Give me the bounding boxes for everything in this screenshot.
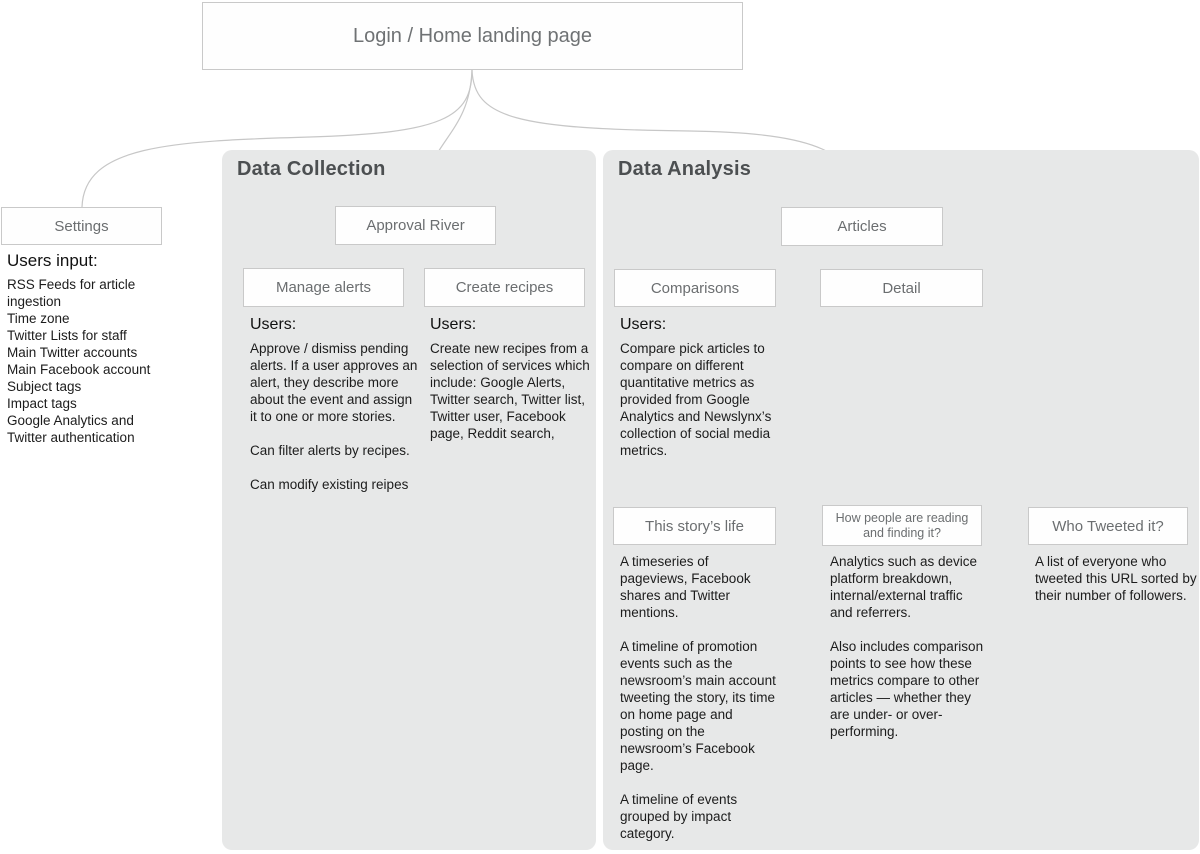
node-detail-label: Detail (882, 279, 921, 297)
create-recipes-body (430, 316, 590, 442)
create-recipes-paragraph: Create new recipes from a selection of services which include: Google Alerts, Twitter search, Twitter list, Twitter user, Facebook page, Reddit search, (430, 341, 590, 441)
settings-item: Main Facebook account (7, 362, 151, 377)
node-who-tweeted (1028, 507, 1188, 545)
reading-finding-body (830, 553, 988, 740)
node-settings-label: Settings (54, 217, 109, 235)
comparisons-body (620, 316, 772, 459)
node-approval-river (335, 206, 496, 245)
data-analysis-title: Data Analysis (618, 158, 752, 180)
node-who-tweeted-label: Who Tweeted it? (1052, 517, 1164, 535)
node-manage-alerts-label: Manage alerts (275, 279, 372, 296)
settings-item: Impact tags (7, 396, 77, 411)
data-collection-panel (222, 150, 596, 850)
node-settings (1, 207, 162, 245)
story-life-body (620, 553, 778, 842)
data-collection-title: Data Collection (237, 158, 386, 180)
node-story-life (613, 507, 776, 545)
node-login-home-label: Login / Home landing page (352, 24, 593, 47)
story-life-paragraph: A timeseries of pageviews, Facebook shares and Twitter mentions. (620, 554, 751, 620)
reading-finding-paragraph: Analytics such as device platform breakdown, internal/external traffic and referrers. (830, 554, 978, 620)
reading-finding-paragraph: Also includes comparison points to see how these metrics compare to other articles — whether they are under- or over-performing. (830, 639, 984, 739)
node-comparisons-label: Comparisons (650, 279, 740, 297)
who-tweeted-body (1035, 553, 1197, 604)
manage-alerts-body (250, 316, 418, 493)
manage-alerts-heading: Users: (250, 316, 297, 333)
settings-item: Main Twitter accounts (7, 345, 138, 360)
settings-item: RSS Feeds for article ingestion (7, 277, 136, 309)
manage-alerts-paragraph: Can modify existing reipes (250, 477, 409, 492)
node-detail (820, 269, 983, 307)
comparisons-heading: Users: (620, 316, 667, 333)
who-tweeted-paragraph: A list of everyone who tweeted this URL sorted by their number of followers. (1035, 554, 1197, 603)
settings-item: Twitter Lists for staff (7, 328, 127, 343)
node-create-recipes-label: Create recipes (455, 279, 554, 296)
create-recipes-heading: Users: (430, 316, 477, 333)
node-login-home (202, 2, 743, 70)
settings-item: Subject tags (7, 379, 82, 394)
node-reading-finding (822, 505, 982, 546)
node-reading-finding-label: How people are reading and finding it? (835, 510, 969, 540)
node-articles-label: Articles (837, 218, 887, 235)
settings-item: Time zone (7, 311, 70, 326)
manage-alerts-paragraph: Approve / dismiss pending alerts. If a user approves an alert, they describe more about the event and assign it to one or more stories. (250, 341, 418, 424)
node-articles (781, 207, 943, 246)
manage-alerts-paragraph: Can filter alerts by recipes. (250, 443, 410, 458)
node-manage-alerts (243, 268, 404, 307)
node-comparisons (614, 269, 776, 307)
comparisons-paragraph: Compare pick articles to compare on different quantitative metrics as provided from Google Analytics and Newslynx’s collection of social media metrics. (620, 341, 772, 458)
settings-heading: Users input: (7, 251, 98, 270)
node-story-life-label: This story’s life (645, 517, 744, 535)
story-life-paragraph: A timeline of promotion events such as the newsroom’s main account tweeting the story, its time on home page and posting on the newsroom’s Facebook page. (620, 639, 776, 773)
settings-body (7, 252, 169, 446)
node-approval-river-label: Approval River (366, 217, 465, 234)
settings-item: Google Analytics and Twitter authentication (7, 413, 135, 445)
node-create-recipes (424, 268, 585, 307)
story-life-paragraph: A timeline of events grouped by impact category. (620, 792, 738, 841)
